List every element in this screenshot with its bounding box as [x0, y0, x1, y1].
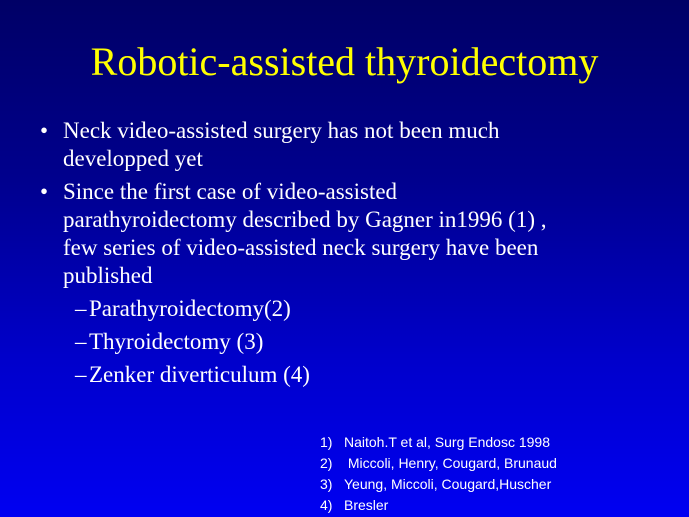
reference-text: Bresler — [344, 497, 389, 513]
reference-item — [320, 432, 557, 453]
reference-text: Yeung, Miccoli, Cougard,Huscher — [344, 476, 552, 492]
bullet-line: Neck video-assisted surgery has not been much — [63, 118, 500, 143]
bullet-line: developped yet — [63, 146, 203, 171]
reference-text: Naitoh.T et al, Surg Endosc 1998 — [344, 434, 550, 450]
reference-text: Miccoli, Henry, Cougard, Brunaud — [344, 455, 557, 471]
reference-number: 4) — [320, 497, 333, 513]
subbullet-text: Thyroidectomy (3) — [89, 329, 264, 354]
reference-number: 2) — [320, 455, 333, 471]
reference-number: 3) — [320, 476, 333, 492]
bullet-line: parathyroidectomy described by Gagner in1996 (1) , — [63, 207, 547, 232]
bullet-marker: • — [40, 179, 49, 204]
bullet-list — [40, 117, 680, 394]
bullet-marker: • — [40, 118, 49, 143]
bullet-line: published — [63, 263, 153, 288]
reference-item — [320, 495, 557, 516]
reference-number: 1) — [320, 434, 333, 450]
dash-marker: – — [75, 362, 87, 387]
slide-title: Robotic-assisted thyroidectomy — [90, 39, 599, 84]
reference-item — [320, 474, 557, 495]
bullet-line: few series of video-assisted neck surgery have been — [63, 235, 539, 260]
subbullet-item — [63, 361, 680, 389]
subbullet-text: Zenker diverticulum (4) — [89, 362, 310, 387]
reference-list — [320, 432, 557, 516]
dash-marker: – — [75, 296, 87, 321]
subbullet-list — [63, 295, 680, 389]
subbullet-item — [63, 328, 680, 356]
bullet-item — [40, 117, 680, 173]
bullet-line: Since the first case of video-assisted — [63, 179, 398, 204]
dash-marker: – — [75, 329, 87, 354]
bullet-item — [40, 178, 680, 389]
subbullet-item — [63, 295, 680, 323]
subbullet-text: Parathyroidectomy(2) — [89, 296, 291, 321]
reference-item — [320, 453, 557, 474]
